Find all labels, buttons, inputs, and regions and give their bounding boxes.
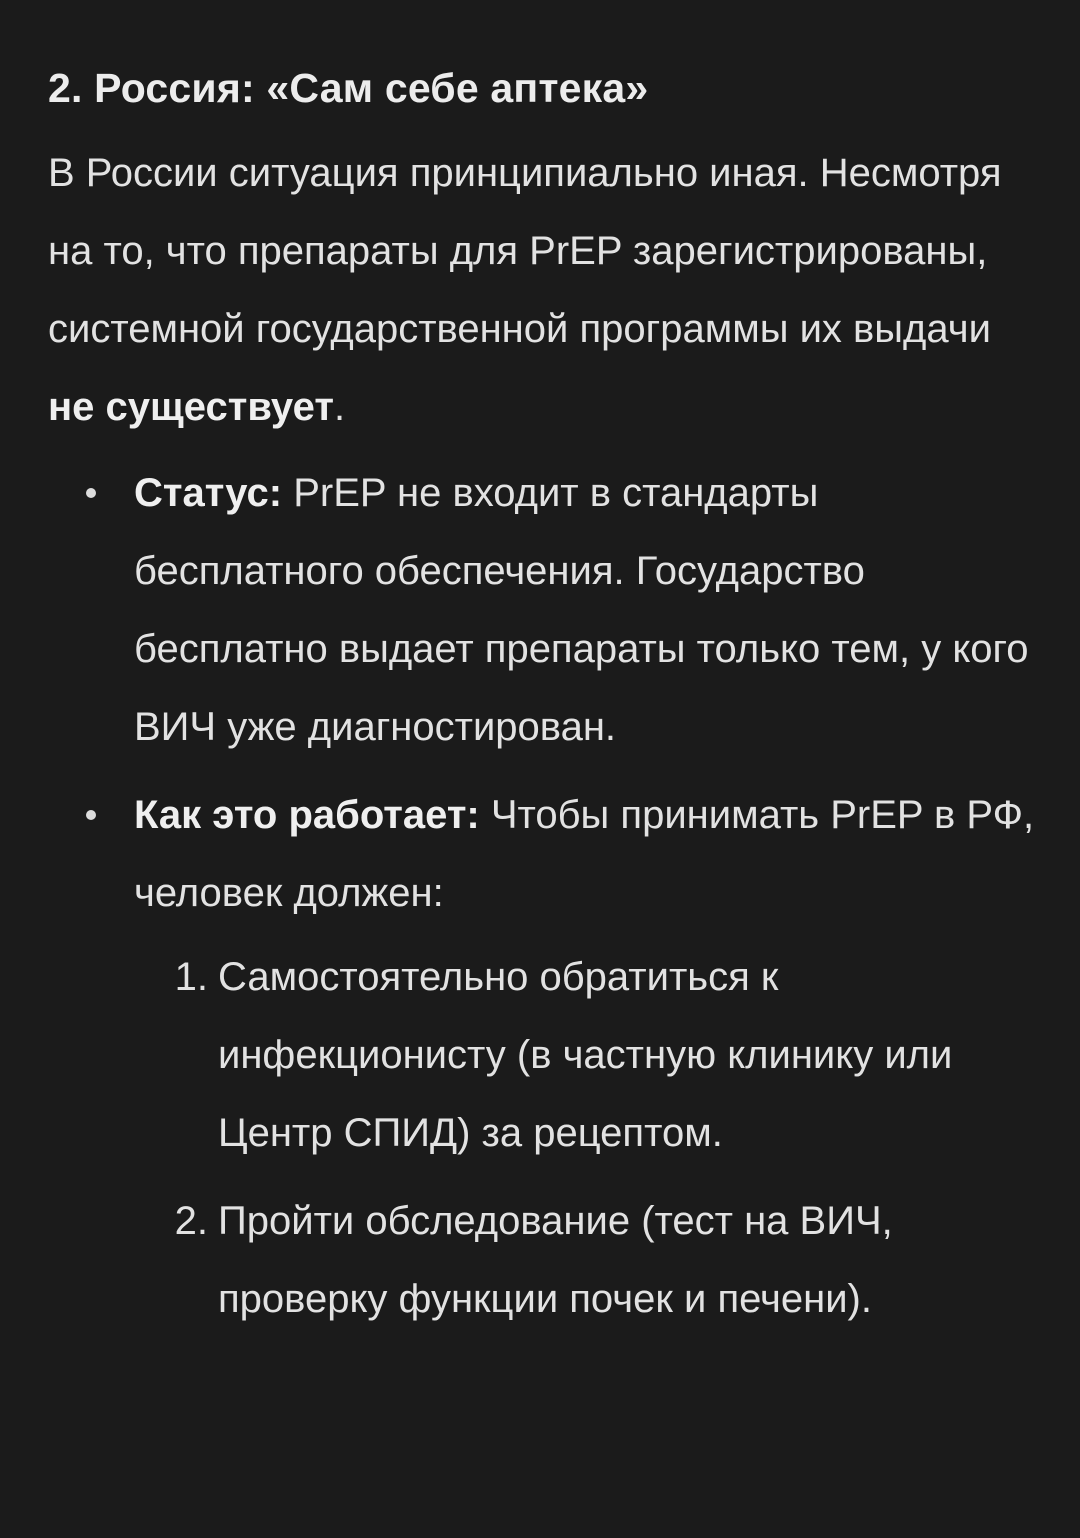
section-heading: 2. Россия: «Сам себе аптека» — [48, 65, 649, 111]
bullet-text: Чтобы принимать PrEP в РФ, человек должен: — [134, 793, 1035, 915]
step-item — [134, 938, 1048, 1172]
bullet-item-status — [48, 454, 1048, 766]
intro-paragraph — [48, 134, 1048, 446]
bullet-item-how-it-works — [48, 776, 1048, 1338]
bullet-label: Статус: — [134, 471, 283, 515]
step-number: 2. — [174, 1199, 208, 1243]
bullet-list — [48, 454, 1048, 1338]
message-content — [48, 50, 1048, 1348]
bullet-label: Как это работает: — [134, 793, 480, 837]
bullet-dot-icon — [86, 810, 96, 820]
step-item — [134, 1182, 1048, 1338]
intro-end: . — [333, 385, 346, 429]
step-number: 1. — [174, 955, 208, 999]
step-text: Самостоятельно обратиться к инфекционисту (в частную клинику или Центр СПИД) за рецептом. — [218, 955, 953, 1155]
intro-text: В России ситуация принципиально иная. Несмотря на то, что препараты для PrEP зарегистрированы, системной государственной программы их выдачи — [48, 151, 1002, 351]
steps-list — [134, 938, 1048, 1338]
bullet-dot-icon — [86, 488, 96, 498]
intro-bold-text: не существует — [48, 385, 334, 429]
step-text: Пройти обследование (тест на ВИЧ, проверку функции почек и печени). — [218, 1199, 893, 1321]
bullet-text: PrEP не входит в стандарты бесплатного обеспечения. Государство бесплатно выдает препараты только тем, у кого ВИЧ уже диагностирован. — [134, 471, 1029, 749]
